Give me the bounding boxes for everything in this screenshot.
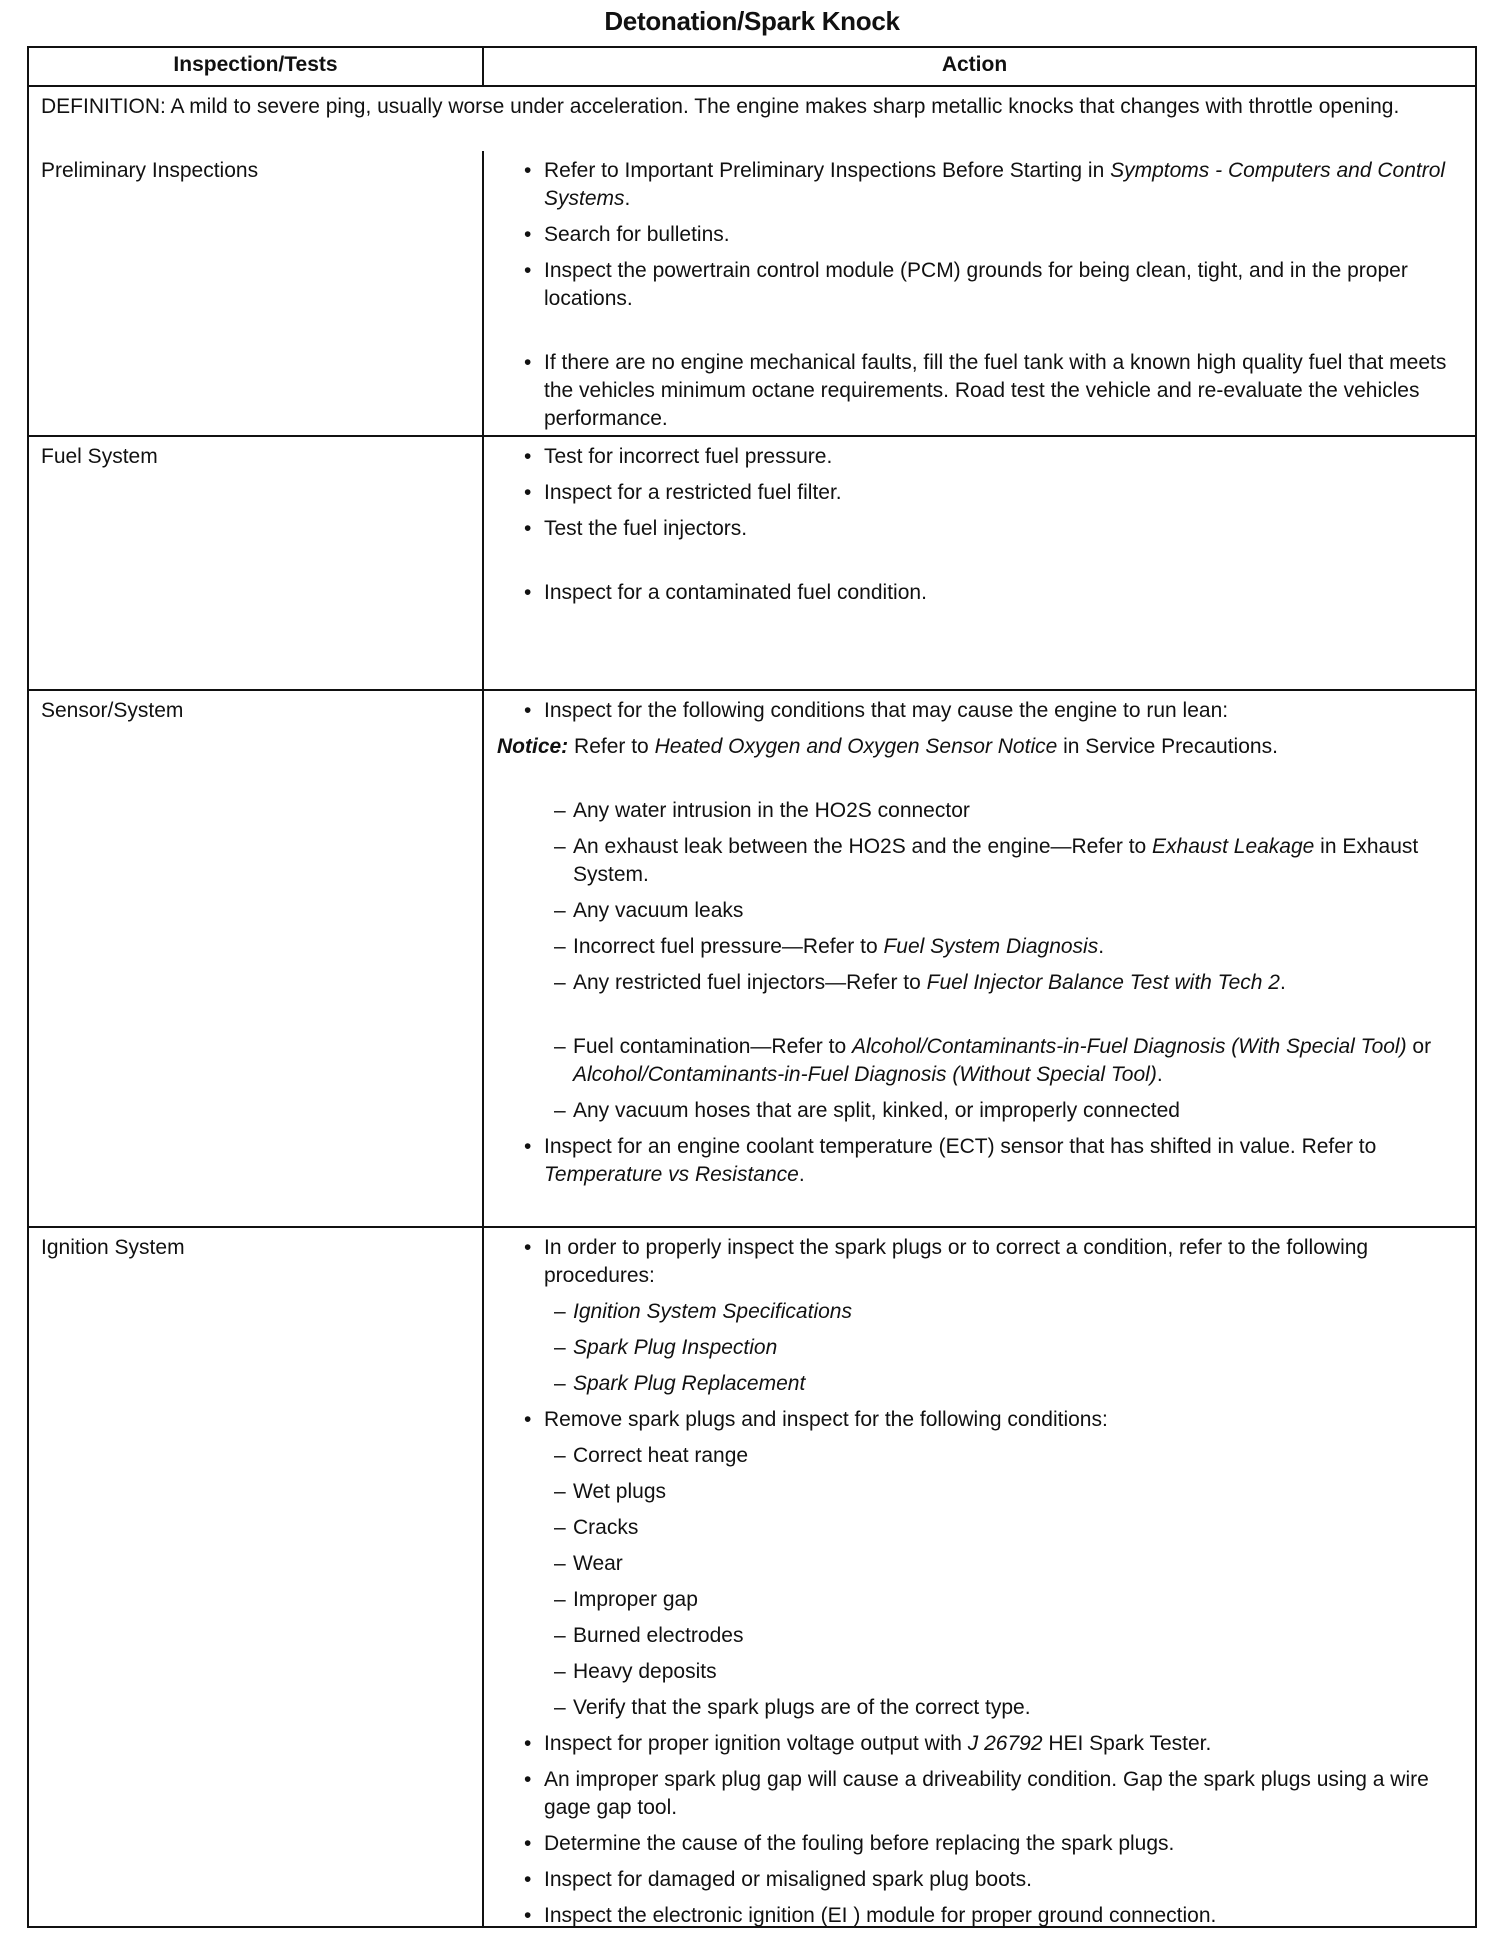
item-text: Inspect the electronic ignition (EI ) module for proper ground connection. (544, 1904, 1217, 1927)
item-text: Wear (573, 1552, 623, 1575)
list-item (484, 515, 1465, 543)
item-text: HEI Spark Tester. (1042, 1732, 1212, 1755)
item-text: . (624, 187, 631, 210)
list-item (484, 443, 1465, 471)
reference-text: Alcohol/Contaminants-in-Fuel Diagnosis (Without Special Tool) (573, 1063, 1157, 1086)
list-item (484, 221, 1465, 249)
list-item (484, 579, 1465, 607)
list-item (484, 1730, 1465, 1758)
item-text: Burned electrodes (573, 1624, 744, 1647)
page-title: Detonation/Spark Knock (604, 6, 900, 36)
sub-list-item (484, 969, 1465, 997)
item-text: Any vacuum leaks (573, 899, 744, 922)
item-text: An exhaust leak between the HO2S and the engine—Refer to (573, 835, 1153, 858)
item-text: in Exhaust System. (573, 835, 1419, 886)
list-item (484, 1133, 1465, 1189)
sub-list-item (484, 1514, 1465, 1542)
item-text: Any restricted fuel injectors—Refer to (573, 971, 927, 994)
reference-text: Heated Oxygen and Oxygen Sensor Notice (654, 735, 1058, 758)
list-item (484, 1234, 1465, 1290)
item-text: Fuel contamination—Refer to (573, 1035, 852, 1058)
item-text: in Service Precautions. (1057, 735, 1278, 758)
sub-list-item (484, 797, 1465, 825)
inspection-label: Sensor/System (29, 691, 484, 1226)
reference-text: Exhaust Leakage (1152, 835, 1315, 858)
list-item (484, 1902, 1465, 1930)
sub-list-item (484, 1033, 1465, 1089)
sub-list-item (484, 1298, 1465, 1326)
sub-list-item (484, 1478, 1465, 1506)
sub-list-item (484, 1694, 1465, 1722)
item-text: Inspect for a contaminated fuel condition. (544, 581, 927, 604)
item-text: . (1279, 971, 1286, 994)
reference-text: Alcohol/Contaminants-in-Fuel Diagnosis (With Special Tool) (851, 1035, 1407, 1058)
table-row (29, 151, 1475, 435)
item-text: Remove spark plugs and inspect for the following conditions: (544, 1408, 1108, 1431)
header-inspection-tests: Inspection/Tests (29, 48, 484, 85)
action-cell (484, 691, 1475, 1226)
sub-list-item (484, 897, 1465, 925)
item-text: Heavy deposits (573, 1660, 717, 1683)
item-text: Inspect for an engine coolant temperature (ECT) sensor that has shifted in value. Refer to (544, 1135, 1377, 1158)
list-item (484, 257, 1465, 313)
item-text: Test the fuel injectors. (544, 517, 748, 540)
sub-list-item (484, 1658, 1465, 1686)
item-text: Inspect for damaged or misaligned spark plug boots. (544, 1868, 1032, 1891)
list-item (484, 349, 1465, 433)
item-text: Wet plugs (573, 1480, 666, 1503)
item-text: Inspect the powertrain control module (PCM) grounds for being clean, tight, and in the proper locations. (544, 259, 1408, 310)
item-text: An improper spark plug gap will cause a driveability condition. Gap the spark plugs using a wire gage gap tool. (544, 1768, 1429, 1819)
item-text: Any vacuum hoses that are split, kinked, or improperly connected (573, 1099, 1180, 1122)
action-cell (484, 151, 1475, 435)
sub-list-item (484, 933, 1465, 961)
list-item (484, 1766, 1465, 1822)
notice-item (484, 733, 1465, 761)
reference-text: Fuel Injector Balance Test with Tech 2 (926, 971, 1280, 994)
item-text: . (1156, 1063, 1163, 1086)
item-text: Cracks (573, 1516, 639, 1539)
table-row (29, 689, 1475, 1226)
reference-text: Spark Plug Replacement (573, 1372, 806, 1395)
list-item (484, 1406, 1465, 1434)
item-text: Verify that the spark plugs are of the correct type. (573, 1696, 1031, 1719)
item-text: Improper gap (573, 1588, 698, 1611)
inspection-label: Fuel System (29, 437, 484, 689)
reference-text: Fuel System Diagnosis (883, 935, 1099, 958)
item-text: Determine the cause of the fouling before replacing the spark plugs. (544, 1832, 1175, 1855)
item-text: Correct heat range (573, 1444, 749, 1467)
action-cell (484, 1228, 1475, 1926)
inspection-label: Ignition System (29, 1228, 484, 1926)
definition-row: DEFINITION: A mild to severe ping, usually worse under acceleration. The engine makes sharp metallic knocks that changes with throttle opening. (29, 85, 1475, 151)
item-text: Incorrect fuel pressure—Refer to (573, 935, 884, 958)
item-text: If there are no engine mechanical faults, fill the fuel tank with a known high quality fuel that meets the vehicles minimum octane requirements. Road test the vehicle and re-evaluate the vehicles performance. (544, 351, 1447, 430)
table-header-row (29, 48, 1475, 85)
sub-list-item (484, 1442, 1465, 1470)
item-text: Search for bulletins. (544, 223, 730, 246)
diagnostic-table (27, 46, 1477, 1928)
item-text: In order to properly inspect the spark plugs or to correct a condition, refer to the following procedures: (544, 1236, 1369, 1287)
list-item (484, 157, 1465, 213)
list-item (484, 1830, 1465, 1858)
item-text: or (1406, 1035, 1432, 1058)
sub-list-item (484, 1550, 1465, 1578)
sub-list-item (484, 1586, 1465, 1614)
list-item (484, 1866, 1465, 1894)
list-item (484, 697, 1465, 725)
item-text: Refer to (568, 735, 655, 758)
sub-list-item (484, 1622, 1465, 1650)
reference-text: Spark Plug Inspection (573, 1336, 778, 1359)
reference-text: Ignition System Specifications (573, 1300, 852, 1323)
header-action: Action (941, 53, 1008, 76)
item-text: . (1098, 935, 1105, 958)
inspection-label: Preliminary Inspections (29, 151, 484, 435)
table-row (29, 1226, 1475, 1926)
reference-text: Symptoms - Computers and Control Systems (544, 159, 1446, 210)
item-text: Refer to Important Preliminary Inspections Before Starting in (544, 159, 1111, 182)
item-text: . (798, 1163, 805, 1186)
table-row (29, 435, 1475, 689)
reference-text: Temperature vs Resistance (544, 1163, 799, 1186)
sub-list-item (484, 833, 1465, 889)
reference-text: Notice: (497, 735, 569, 758)
sub-list-item (484, 1370, 1465, 1398)
item-text: Inspect for proper ignition voltage output with (544, 1732, 968, 1755)
item-text: Test for incorrect fuel pressure. (544, 445, 833, 468)
item-text: Inspect for the following conditions that may cause the engine to run lean: (544, 699, 1229, 722)
item-text: Any water intrusion in the HO2S connector (573, 799, 970, 822)
reference-text: J 26792 (967, 1732, 1043, 1755)
action-cell (484, 437, 1475, 689)
sub-list-item (484, 1334, 1465, 1362)
item-text: Inspect for a restricted fuel filter. (544, 481, 842, 504)
sub-list-item (484, 1097, 1465, 1125)
list-item (484, 479, 1465, 507)
